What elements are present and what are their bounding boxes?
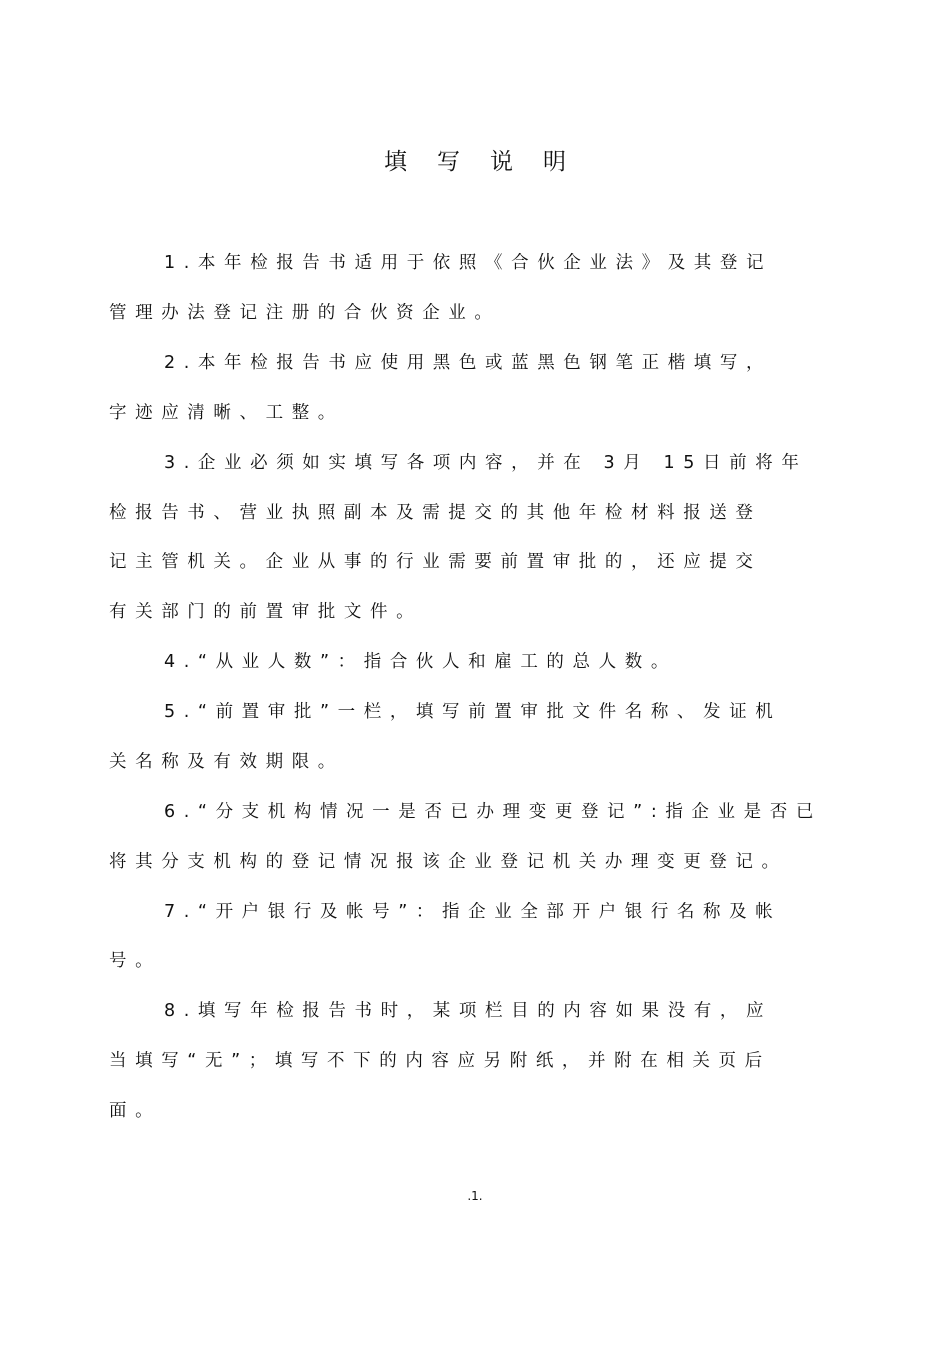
instruction-3-line-1: 3.企业必须如实填写各项内容，并在 3月 15日前将年 — [164, 453, 808, 473]
instruction-8-line-3: 面。 — [109, 1101, 162, 1121]
instruction-1-line-2: 管理办法登记注册的合伙资企业。 — [109, 303, 501, 323]
instruction-2-line-2: 字迹应清晰、工整。 — [109, 403, 344, 423]
instruction-1-line-1: 1.本年检报告书适用于依照《合伙企业法》及其登记 — [164, 253, 773, 273]
instruction-3-line-3: 记主管机关。企业从事的行业需要前置审批的，还应提交 — [109, 552, 762, 572]
instruction-3-line-4: 有关部门的前置审批文件。 — [109, 602, 423, 622]
instruction-6-line-2: 将其分支机构的登记情况报该企业登记机关办理变更登记。 — [109, 852, 788, 872]
instruction-8-line-1: 8.填写年检报告书时，某项栏目的内容如果没有，应 — [164, 1001, 773, 1021]
instruction-2-line-1: 2.本年检报告书应使用黑色或蓝黑色钢笔正楷填写， — [164, 353, 773, 373]
instruction-7-line-1: 7.“开户银行及帐号”：指企业全部开户银行名称及帐 — [164, 902, 782, 922]
instruction-6-line-1: 6.“分支机构情况一是否已办理变更登记”:指企业是否已 — [164, 802, 822, 822]
page-number: .1. — [467, 1189, 483, 1203]
instruction-5-line-2: 关名称及有效期限。 — [109, 752, 344, 772]
instruction-5-line-1: 5.“前置审批”一栏，填写前置审批文件名称、发证机 — [164, 702, 782, 722]
instruction-4-line-1: 4.“从业人数”：指合伙人和雇工的总人数。 — [164, 652, 677, 672]
instruction-8-line-2: 当填写“无”；填写不下的内容应另附纸，并附在相关页后 — [109, 1051, 771, 1071]
page-title: 填写说明 — [384, 149, 596, 175]
instruction-3-line-2: 检报告书、营业执照副本及需提交的其他年检材料报送登 — [109, 503, 762, 523]
instruction-7-line-2: 号。 — [109, 951, 162, 971]
